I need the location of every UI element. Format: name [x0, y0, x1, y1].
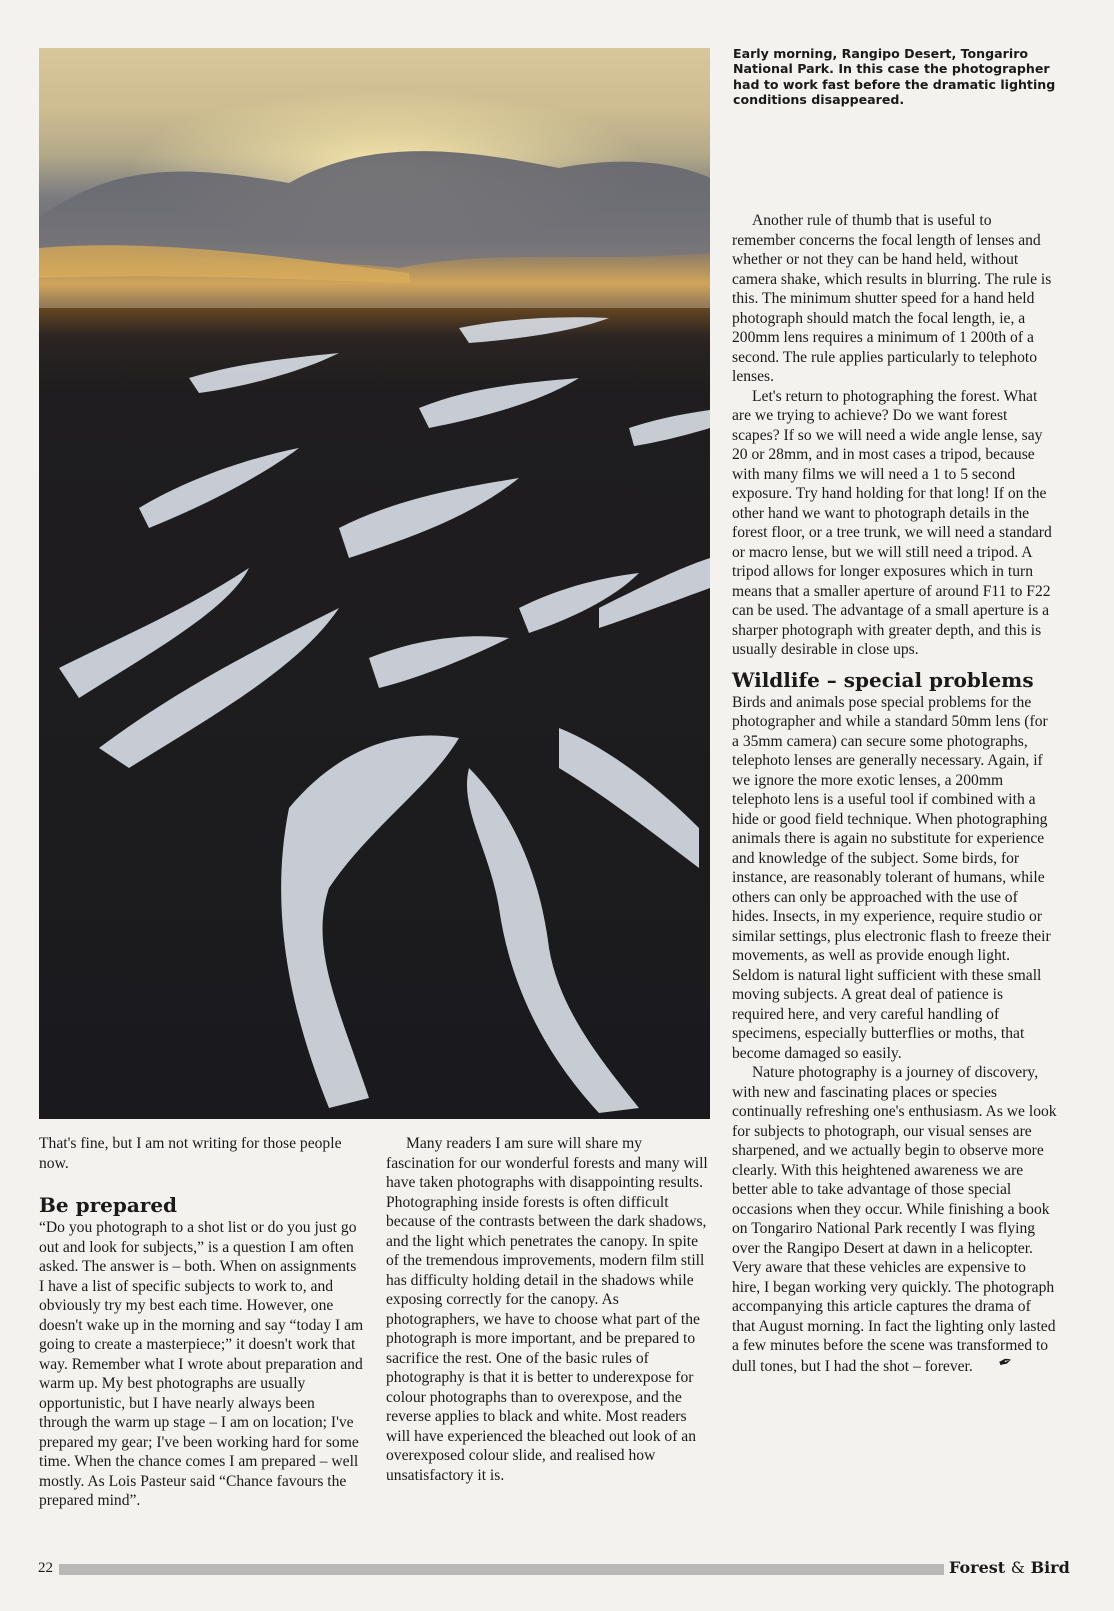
magazine-brand [949, 1558, 1070, 1577]
column-middle [386, 1134, 711, 1485]
brand-forest: Forest [949, 1558, 1006, 1577]
column-right [732, 211, 1058, 1376]
body-paragraph: Many readers I am sure will share my fascination for our wonderful forests and many will have taken photographs with disappointing results. Photographing inside forests is often difficult because of the contrasts between the dark shadows, and the light which penetrates the canopy. In spite of the tremendous improvements, modern film still has difficulty holding detail in the shadows while exposing correctly for the canopy. As photographers, we have to choose what part of the photograph is more important, and be prepared to sacrifice the rest. One of the basic rules of photography is that it is better to underexpose for colour photographs than to overexpose, and the reverse applies to black and white. Most readers will have experienced the bleached out look of an overexposed colour slide, and realised how unsatisfactory it is. [386, 1135, 708, 1484]
body-paragraph: “Do you photograph to a shot list or do you just go out and look for subjects,” is a question I am often asked. The answer is – both. When on assignments I have a list of specific subjects to work to, and obviously try my best each time. However, one doesn't wake up in the morning and say “today I am going to create a masterpiece;” it doesn't work that way. Remember what I wrote about preparation and warm up. My best photographs are usually opportunistic, but I have nearly always been through the warm up stage – I am on location; I've prepared my gear; I've been working hard for some time. When the chance comes I am prepared – well mostly. As Lois Pasteur said “Chance favours the prepared mind”. [39, 1219, 364, 1509]
footer-rule [59, 1564, 944, 1575]
brand-bird: Bird [1030, 1558, 1070, 1577]
body-paragraph: Birds and animals pose special problems for the photographer and while a standard 50mm lens (for a 35mm camera) can secure some photographs, telephoto lenses are generally necessary. Again, if we ignore the more exotic lenses, a 200mm telephoto lens is a useful tool if combined with a hide or good field technique. When photographing animals there is again no substitute for experience and knowledge of the subject. Some birds, for instance, are reasonably tolerant of humans, while others can only be approached with the use of hides. Insects, in my experience, require studio or similar settings, plus electronic flash to freeze their movements, as well as provide enough light. Seldom is natural light sufficient with these small moving subjects. A great deal of patience is required here, and very careful handling of specimens, especially butterflies or moths, that become damaged so easily. [732, 693, 1051, 1062]
final-text: Nature photography is a journey of discovery, with new and fascinating places or species continually refreshing one's enthusiasm. As we look for subjects to photograph, our visual senses are sharpened, and we actually begin to observe more clearly. With this heightened awareness we are better able to take advantage of those special occasions when they occur. While finishing a book on Tongariro National Park recently I was flying over the Rangipo Desert at dawn in a helicopter. Very aware that these vehicles are expensive to hire, I began working very quickly. The photograph accompanying this article captures the drama of that August morning. In fact the lighting only lasted a few minutes before the scene was transformed to dull tones, but I had the shot – forever. [732, 1064, 1057, 1375]
body-paragraph: Another rule of thumb that is useful to remember concerns the focal length of lenses and whether or not they can be hand held, without camera shake, which results in blurring. The rule is this. The minimum shutter speed for a hand held photograph should match the focal length, ie, a 200mm lens requires a minimum of 1 200th of a second. The rule applies particularly to telephoto lenses. [732, 212, 1052, 385]
section-heading-be-prepared: Be prepared [39, 1193, 178, 1217]
body-paragraph: Let's return to photographing the forest. What are we trying to achieve? Do we want forest scapes? If so we will need a wide angle lense, say 20 or 28mm, and in most cases a tripod, because with many films we will need a 1 to 5 second exposure. Try hand holding for that long! If on the other hand we want to photograph details in the forest floor, or a tree trunk, we will need a standard or macro lense, but we will still need a tripod. A tripod allows for longer exposures which in turn means that a smaller aperture of around F11 to F22 can be used. The advantage of a small aperture is a sharper photograph with greater depth, and this is usually desirable in close ups. [732, 387, 1052, 658]
bird-end-mark-icon: ✒ [995, 1350, 1016, 1373]
section-heading-wildlife: Wildlife – special problems [732, 667, 1034, 692]
intro-paragraph: That's fine, but I am not writing for those people now. [39, 1135, 342, 1172]
body-paragraph-final [732, 1063, 1058, 1376]
brand-ampersand: & [1010, 1558, 1025, 1577]
snow-streaks-graphic [39, 48, 710, 1119]
landscape-photo [39, 48, 710, 1119]
column-left [39, 1134, 364, 1511]
page-number: 22 [38, 1560, 53, 1576]
photo-caption: Early morning, Rangipo Desert, Tongariro National Park. In this case the photographer had to work fast before the dramatic lighting conditions disappeared. [733, 46, 1056, 107]
